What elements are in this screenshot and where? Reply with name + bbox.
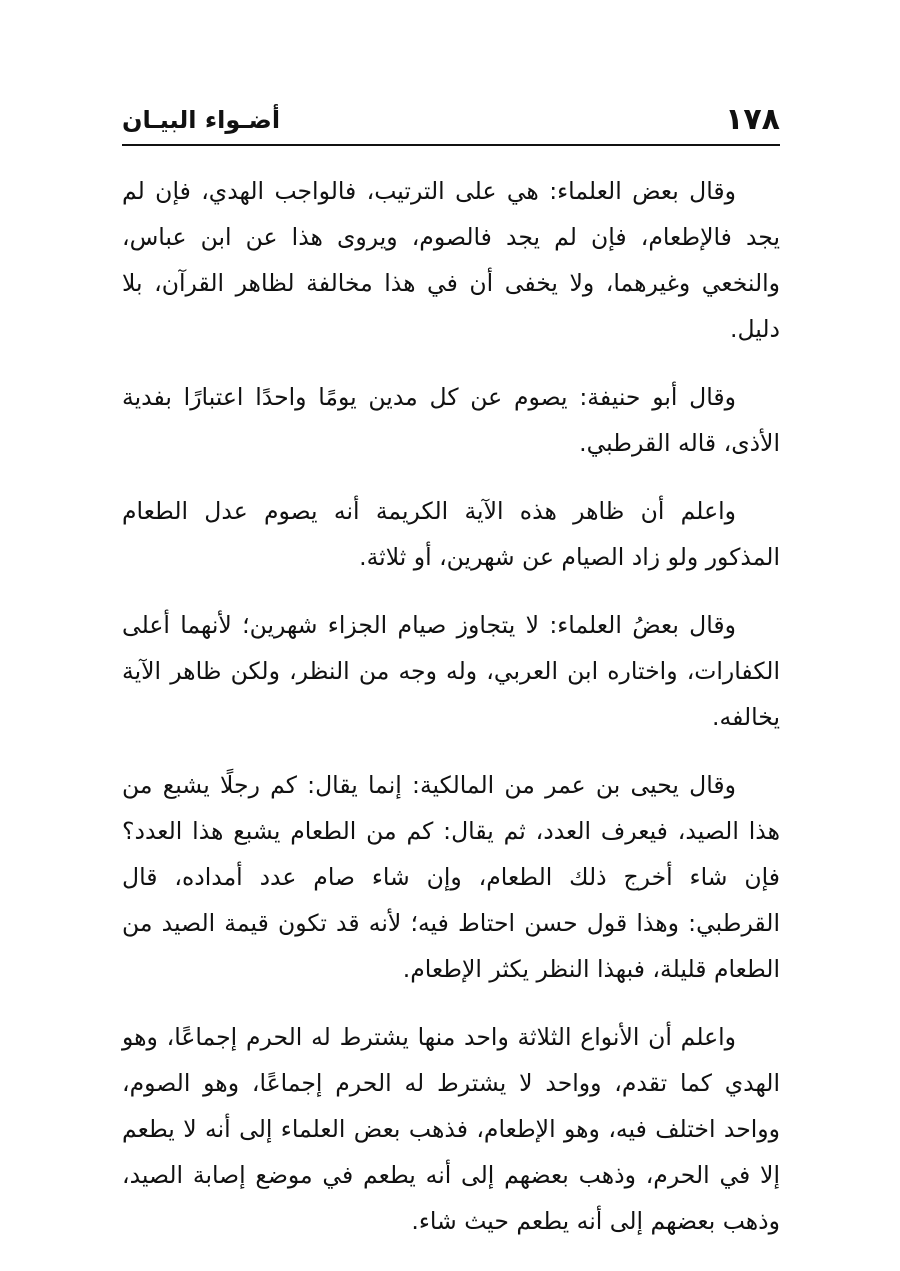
paragraph: وقال أبو حنيفة: يصوم عن كل مدين يومًا واحدًا اعتبارًا بفدية الأذى، قاله القرطبي. <box>122 383 780 457</box>
page-header <box>122 100 780 146</box>
paragraph: وقال بعض العلماء: هي على الترتيب، فالواجب الهدي، فإن لم يجد فالإطعام، فإن لم يجد فالصوم، ويروى هذا عن ابن عباس، والنخعي وغيرهما، ولا يخفى أن في هذا مخالفة لظاهر القرآن، بلا دليل. <box>122 177 780 343</box>
page-number: ١٧٨ <box>725 102 780 137</box>
paragraph: وقال يحيى بن عمر من المالكية: إنما يقال: كم رجلًا يشبع من هذا الصيد، فيعرف العدد، ثم يقال: كم من الطعام يشبع هذا العدد؟ فإن شاء أخرج ذلك الطعام، وإن شاء صام عدد أمداده، قال القرطبي: وهذا قول حسن احتاط فيه؛ لأنه قد تكون قيمة الصيد من الطعام قليلة، فبهذا النظر يكثر الإطعام. <box>122 771 780 983</box>
paragraph: واعلم أن ظاهر هذه الآية الكريمة أنه يصوم عدل الطعام المذكور ولو زاد الصيام عن شهرين، أو ثلاثة. <box>122 497 780 571</box>
running-title: أضـواء البيـان <box>122 106 281 134</box>
paragraph: واعلم أن الأنواع الثلاثة واحد منها يشترط له الحرم إجماعًا، وهو الهدي كما تقدم، وواحد لا يشترط له الحرم إجماعًا، وهو الصوم، وواحد اختلف فيه، وهو الإطعام، فذهب بعض العلماء إلى أنه لا يطعم إلا في الحرم، وذهب بعضهم إلى أنه يطعم في موضع إصابة الصيد، وذهب بعضهم إلى أنه يطعم حيث شاء. <box>122 1023 780 1235</box>
page-body <box>122 168 780 1266</box>
paragraph: وقال بعضُ العلماء: لا يتجاوز صيام الجزاء شهرين؛ لأنهما أعلى الكفارات، واختاره ابن العربي، وله وجه من النظر، ولكن ظاهر الآية يخالفه. <box>122 611 780 731</box>
